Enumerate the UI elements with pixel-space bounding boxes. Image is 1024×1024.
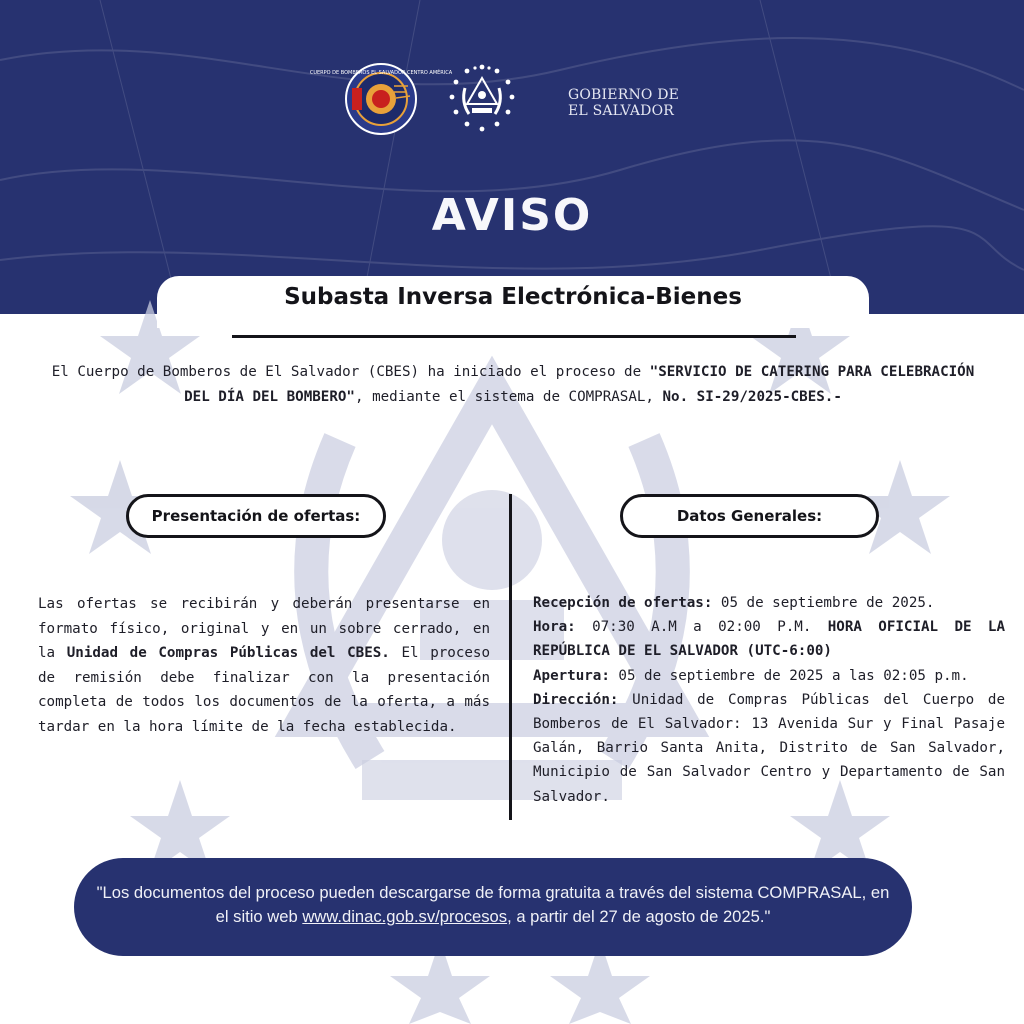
subtitle: Subasta Inversa Electrónica-Bienes: [284, 284, 742, 310]
gobierno-wordmark: [568, 87, 708, 119]
presentacion-text-2: El proceso de remisión debe finalizar con la presentación completa de todos los documentos de la oferta, a más tardar en la hora límite de la fecha establecida.: [38, 645, 491, 735]
intro-text-1: El Cuerpo de Bomberos de El Salvador (CBES) ha iniciado el proceso de: [51, 364, 650, 380]
presentacion-heading: Presentación de ofertas:: [126, 494, 386, 538]
intro-text-2: , mediante el sistema de COMPRASAL,: [354, 389, 663, 405]
direccion-value: Unidad de Compras Públicas del Cuerpo de Bomberos de El Salvador: 13 Avenida Sur y Final Pasaje Galán, Barrio Santa Anita, Distrito de San Salvador, Municipio de San Salvador Centro y Departamento de San Salvador.: [533, 691, 1005, 805]
hora-value: 07:30 A.M a 02:00 P.M.: [575, 619, 828, 636]
logo-cbes-caption: CUERPO DE BOMBEROS EL SALVADOR CENTRO AMÉRICA: [309, 70, 453, 76]
reception-label: Recepción de ofertas:: [533, 595, 713, 611]
presentacion-text: [38, 592, 490, 739]
subtitle-underline: [232, 335, 796, 338]
el-salvador-seal-icon: [445, 62, 519, 136]
aviso-title: AVISO: [431, 190, 593, 241]
reception-line: [533, 591, 1005, 615]
intro-paragraph: [38, 360, 988, 410]
direccion-label: Dirección:: [533, 691, 619, 708]
presentacion-text-1: Las ofertas se recibirán y deberán presentarse en formato físico, original y en un sobre cerrado, en la: [38, 596, 490, 661]
hora-line: [533, 615, 1005, 663]
reception-value: 05 de septiembre de 2025.: [712, 595, 935, 611]
apertura-value: 05 de septiembre de 2025 a las 02:05 p.m.: [609, 667, 969, 684]
intro-process-number: No. SI-29/2025-CBES.-: [662, 389, 842, 405]
footer-text: [88, 881, 898, 929]
gobierno-line-1: GOBIERNO DE: [568, 87, 680, 103]
datos-generales-text: [533, 591, 1005, 809]
footer-text-2: , a partir del 27 de agosto de 2025.": [507, 907, 771, 926]
cbes-logo-icon: [309, 62, 453, 136]
presentacion-unit: Unidad de Compras Públicas del CBES.: [66, 645, 390, 661]
apertura-line: [533, 664, 1005, 688]
footer-text-1: "Los documentos del proceso pueden descargarse de forma gratuita a través del sistema COMPRASAL, en el sitio web: [96, 883, 890, 926]
header-banner: [0, 0, 1024, 314]
hora-label: Hora:: [533, 619, 576, 636]
gobierno-line-2: EL SALVADOR: [568, 103, 675, 119]
column-divider: [509, 494, 512, 820]
logos-row: [0, 62, 1024, 142]
datos-generales-heading: Datos Generales:: [620, 494, 879, 538]
dinac-link[interactable]: www.dinac.gob.sv/procesos: [302, 907, 508, 926]
apertura-label: Apertura:: [533, 667, 610, 684]
direccion-line: [533, 688, 1005, 809]
hora-official: HORA OFICIAL DE LA REPÚBLICA DE EL SALVADOR (UTC-6:00): [533, 619, 1006, 660]
header-texture: [0, 0, 1024, 314]
intro-service-name: "SERVICIO DE CATERING PARA CELEBRACIÓN DEL DÍA DEL BOMBERO": [184, 364, 975, 405]
